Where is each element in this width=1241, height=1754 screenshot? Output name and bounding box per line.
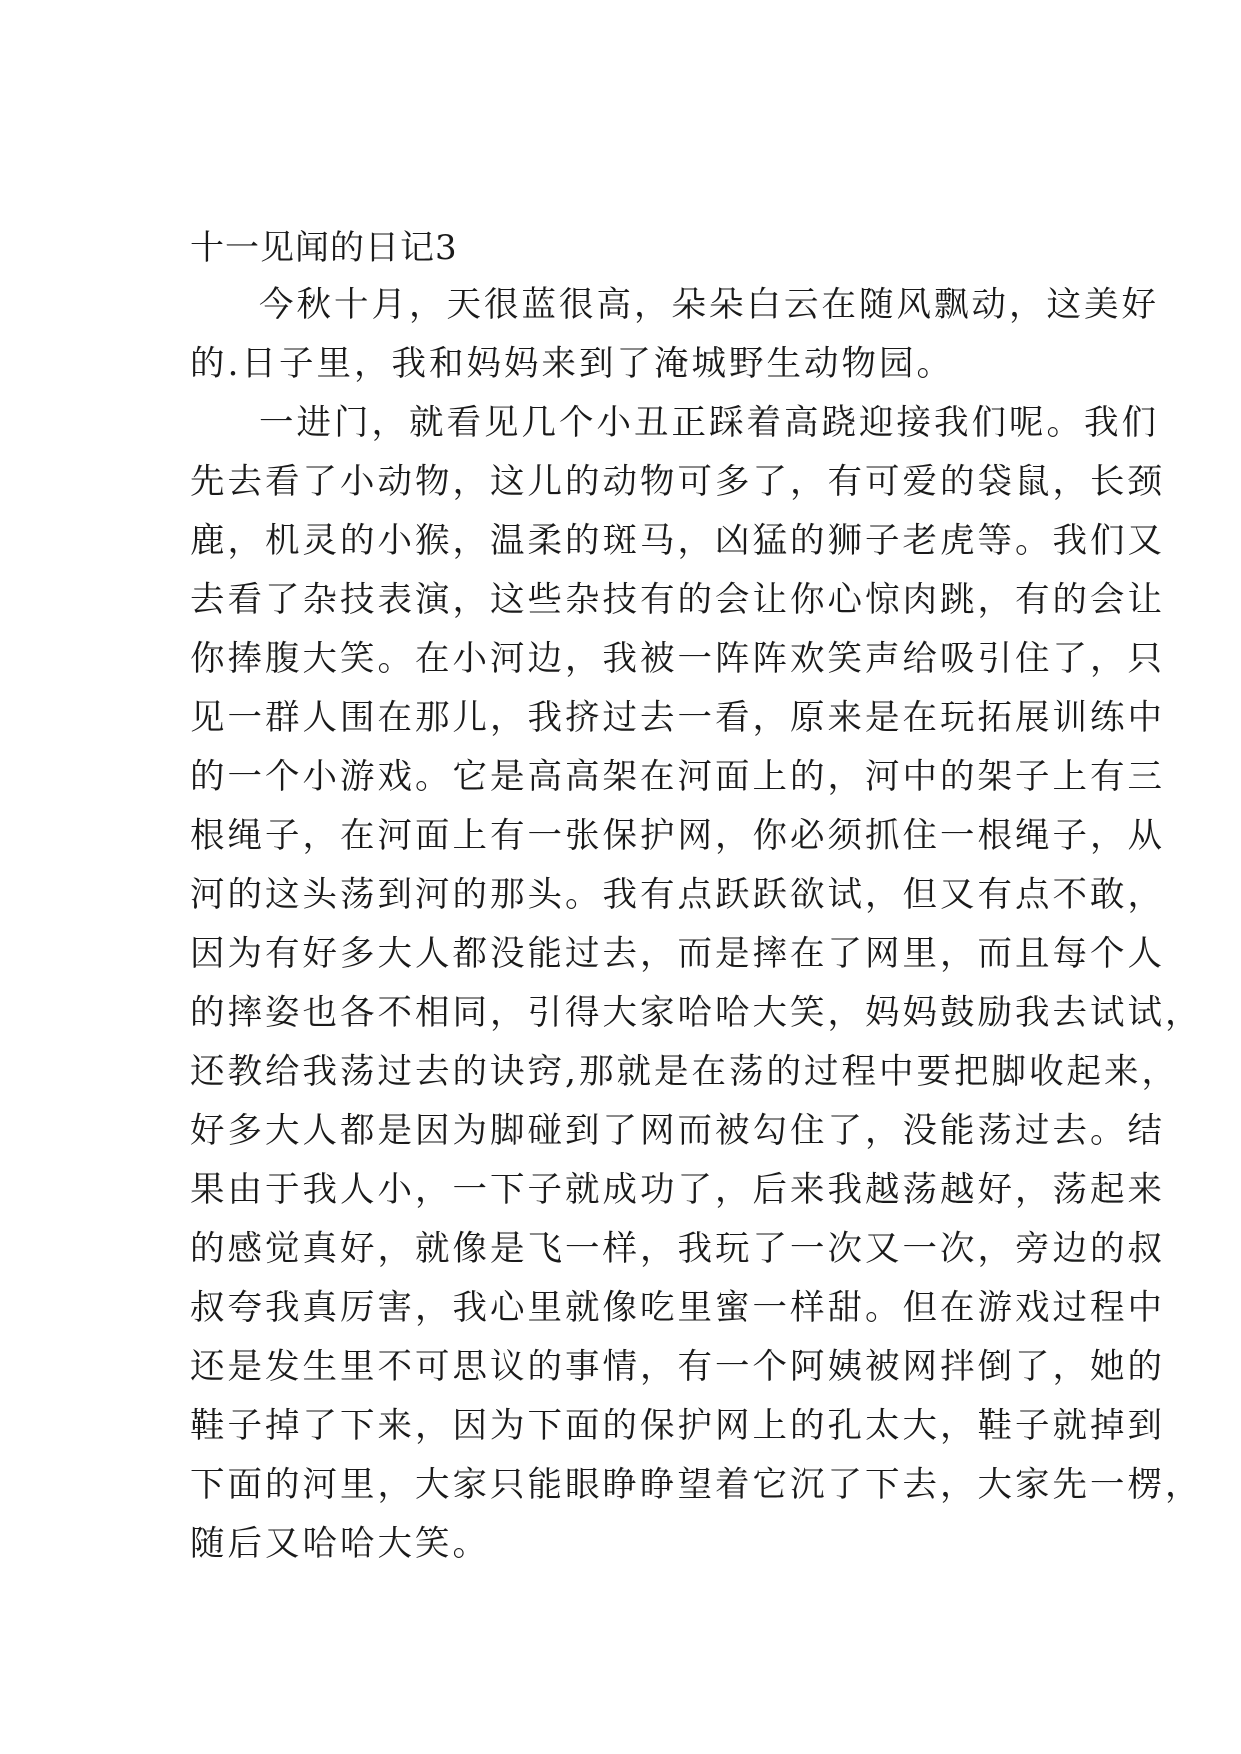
paragraph-2-line-8: 根绳子，在河面上有一张保护网，你必须抓住一根绳子，从 (190, 816, 1165, 856)
paragraph-2-line-18: 鞋子掉了下来，因为下面的保护网上的孔太大，鞋子就掉到 (190, 1406, 1165, 1446)
paragraph-1-line-1: 今秋十月，天很蓝很高，朵朵白云在随风飘动，这美好 (259, 285, 1159, 325)
paragraph-2-line-12: 还教给我荡过去的诀窍,那就是在荡的过程中要把脚收起来， (190, 1052, 1179, 1092)
paragraph-2-line-4: 去看了杂技表演，这些杂技有的会让你心惊肉跳，有的会让 (190, 580, 1165, 620)
paragraph-2-line-11: 的摔姿也各不相同，引得大家哈哈大笑，妈妈鼓励我去试试， (190, 993, 1203, 1033)
paragraph-2-line-5: 你捧腹大笑。在小河边，我被一阵阵欢笑声给吸引住了，只 (190, 639, 1165, 679)
paragraph-2-line-9: 河的这头荡到河的那头。我有点跃跃欲试，但又有点不敢， (190, 875, 1165, 915)
paragraph-2-line-3: 鹿，机灵的小猴，温柔的斑马，凶猛的狮子老虎等。我们又 (190, 521, 1165, 561)
document-title: 十一见闻的日记3 (190, 228, 458, 268)
paragraph-2-line-2: 先去看了小动物，这儿的动物可多了，有可爱的袋鼠，长颈 (190, 462, 1165, 502)
paragraph-2-line-20: 随后又哈哈大笑。 (190, 1524, 490, 1564)
paragraph-2-line-17: 还是发生里不可思议的事情，有一个阿姨被网拌倒了，她的 (190, 1347, 1165, 1387)
paragraph-2-line-19: 下面的河里，大家只能眼睁睁望着它沉了下去，大家先一楞， (190, 1465, 1203, 1505)
paragraph-2-line-13: 好多大人都是因为脚碰到了网而被勾住了，没能荡过去。结 (190, 1111, 1165, 1151)
paragraph-2-line-15: 的感觉真好，就像是飞一样，我玩了一次又一次，旁边的叔 (190, 1229, 1165, 1269)
paragraph-2-line-7: 的一个小游戏。它是高高架在河面上的，河中的架子上有三 (190, 757, 1165, 797)
document-body (190, 276, 1203, 1574)
paragraph-2-line-14: 果由于我人小，一下子就成功了，后来我越荡越好，荡起来 (190, 1170, 1165, 1210)
paragraph-1-line-2: 的.日子里，我和妈妈来到了淹城野生动物园。 (190, 344, 954, 384)
paragraph-2-line-16: 叔夸我真厉害，我心里就像吃里蜜一样甜。但在游戏过程中 (190, 1288, 1165, 1328)
paragraph-2-line-10: 因为有好多大人都没能过去，而是摔在了网里，而且每个人 (190, 934, 1165, 974)
paragraph-2-line-1: 一进门，就看见几个小丑正踩着高跷迎接我们呢。我们 (259, 403, 1159, 443)
paragraph-2-line-6: 见一群人围在那儿，我挤过去一看，原来是在玩拓展训练中 (190, 698, 1165, 738)
